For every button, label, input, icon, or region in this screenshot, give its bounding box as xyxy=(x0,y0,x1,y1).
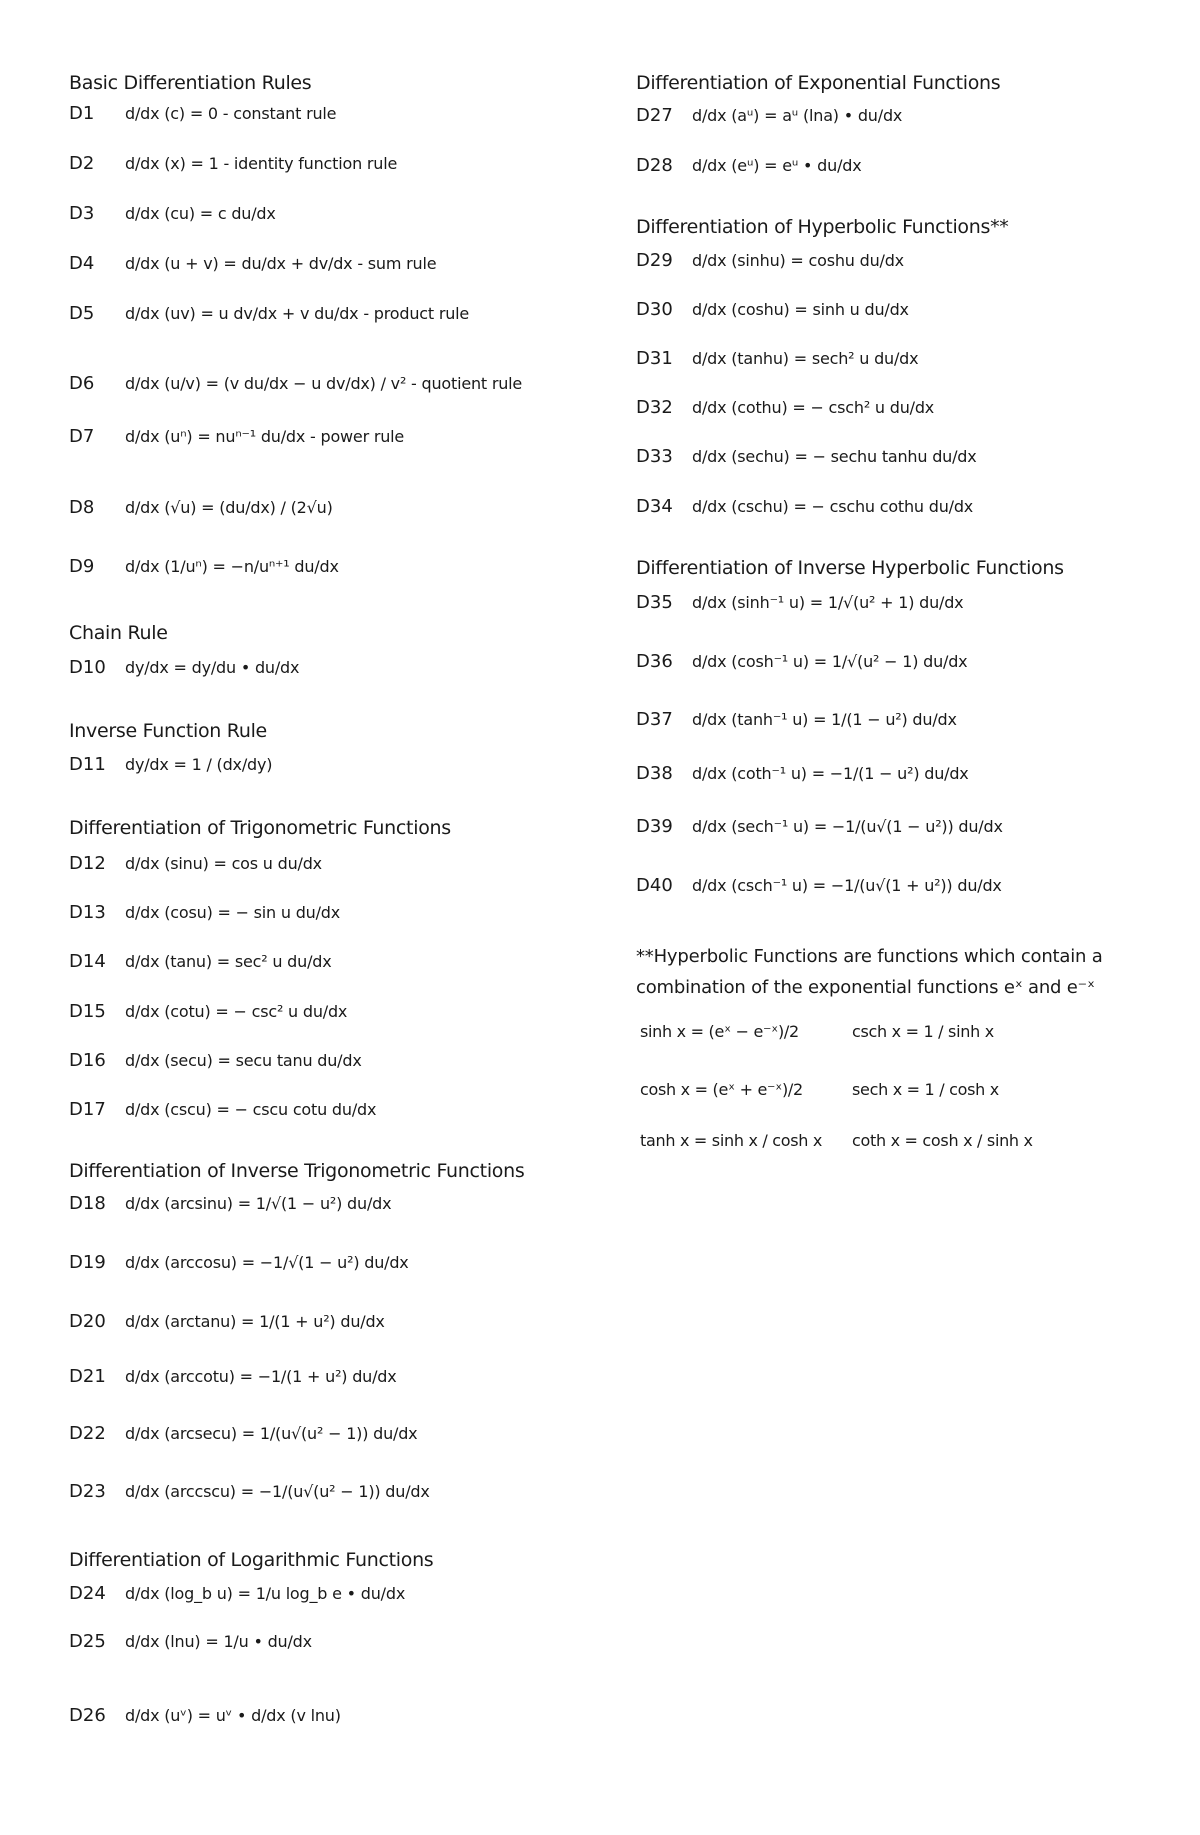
rule-d14 xyxy=(69,951,332,972)
rule-formula: d/dx (cosh⁻¹ u) = 1/√(u² − 1) du/dx xyxy=(692,652,968,671)
rule-formula: d/dx (cosu) = − sin u du/dx xyxy=(125,903,341,922)
rule-d29 xyxy=(636,250,904,271)
section-heading-inverse-trig: Differentiation of Inverse Trigonometric Functions xyxy=(69,1160,525,1182)
rule-id: D28 xyxy=(636,155,673,176)
rule-formula: d/dx (aᵘ) = aᵘ (lna) • du/dx xyxy=(692,106,903,125)
rule-d8 xyxy=(69,497,333,518)
section-heading-inverse-hyp: Differentiation of Inverse Hyperbolic Functions xyxy=(636,557,1064,579)
rule-id: D1 xyxy=(69,103,95,124)
hyperbolic-note-line-2: combination of the exponential functions eˣ and e⁻ˣ xyxy=(636,977,1095,998)
rule-d23 xyxy=(69,1481,430,1502)
rule-id: D34 xyxy=(636,496,673,517)
rule-formula: d/dx (sinhu) = coshu du/dx xyxy=(692,251,904,270)
rule-id: D24 xyxy=(69,1583,106,1604)
rule-d36 xyxy=(636,651,967,672)
rule-d40 xyxy=(636,875,1002,896)
rule-d9 xyxy=(69,556,339,577)
rule-d34 xyxy=(636,496,973,517)
rule-d27 xyxy=(636,105,902,126)
rule-d28 xyxy=(636,155,861,176)
rule-d20 xyxy=(69,1311,385,1332)
rule-id: D19 xyxy=(69,1252,106,1273)
rule-formula: d/dx (sinh⁻¹ u) = 1/√(u² + 1) du/dx xyxy=(692,593,964,612)
rule-id: D25 xyxy=(69,1631,106,1652)
rule-d16 xyxy=(69,1050,362,1071)
rule-formula: d/dx (cotu) = − csc² u du/dx xyxy=(125,1002,348,1021)
rule-formula: d/dx (arccotu) = −1/(1 + u²) du/dx xyxy=(125,1367,397,1386)
rule-d38 xyxy=(636,763,969,784)
section-heading-log: Differentiation of Logarithmic Functions xyxy=(69,1549,434,1571)
rule-d19 xyxy=(69,1252,409,1273)
rule-formula: d/dx (u/v) = (v du/dx − u dv/dx) / v² - quotient rule xyxy=(125,374,523,393)
rule-d22 xyxy=(69,1423,417,1444)
rule-id: D5 xyxy=(69,303,95,324)
rule-id: D17 xyxy=(69,1099,106,1120)
section-heading-hyp: Differentiation of Hyperbolic Functions** xyxy=(636,216,1009,238)
rule-formula: d/dx (arctanu) = 1/(1 + u²) du/dx xyxy=(125,1312,385,1331)
rule-id: D10 xyxy=(69,657,106,678)
rule-id: D39 xyxy=(636,816,673,837)
rule-d30 xyxy=(636,299,909,320)
rule-id: D40 xyxy=(636,875,673,896)
rule-formula: dy/dx = dy/du • du/dx xyxy=(125,658,300,677)
rule-id: D12 xyxy=(69,853,106,874)
rule-d25 xyxy=(69,1631,312,1652)
rule-formula: d/dx (1/uⁿ) = −n/uⁿ⁺¹ du/dx xyxy=(125,557,339,576)
rule-formula: d/dx (sechu) = − sechu tanhu du/dx xyxy=(692,447,977,466)
rule-d18 xyxy=(69,1193,391,1214)
rule-d5 xyxy=(69,303,469,324)
rule-d37 xyxy=(636,709,957,730)
rule-d35 xyxy=(636,592,963,613)
rule-id: D3 xyxy=(69,203,95,224)
rule-formula: d/dx (eᵘ) = eᵘ • du/dx xyxy=(692,156,862,175)
rule-id: D26 xyxy=(69,1705,106,1726)
rule-d12 xyxy=(69,853,322,874)
rule-d24 xyxy=(69,1583,405,1604)
rule-formula: d/dx (√u) = (du/dx) / (2√u) xyxy=(125,498,333,517)
rule-d10 xyxy=(69,657,299,678)
rule-id: D6 xyxy=(69,373,95,394)
rule-id: D30 xyxy=(636,299,673,320)
rule-formula: d/dx (uⁿ) = nuⁿ⁻¹ du/dx - power rule xyxy=(125,427,405,446)
rule-formula: d/dx (secu) = secu tanu du/dx xyxy=(125,1051,362,1070)
rule-formula: d/dx (arcsinu) = 1/√(1 − u²) du/dx xyxy=(125,1194,392,1213)
rule-id: D35 xyxy=(636,592,673,613)
rule-formula: d/dx (log_b u) = 1/u log_b e • du/dx xyxy=(125,1584,406,1603)
rule-id: D32 xyxy=(636,397,673,418)
rule-id: D21 xyxy=(69,1366,106,1387)
rule-formula: d/dx (csch⁻¹ u) = −1/(u√(1 + u²)) du/dx xyxy=(692,876,1002,895)
rule-formula: d/dx (arccosu) = −1/√(1 − u²) du/dx xyxy=(125,1253,409,1272)
rule-formula: d/dx (cscu) = − cscu cotu du/dx xyxy=(125,1100,377,1119)
rule-formula: d/dx (coshu) = sinh u du/dx xyxy=(692,300,909,319)
rule-id: D15 xyxy=(69,1001,106,1022)
rule-formula: d/dx (cschu) = − cschu cothu du/dx xyxy=(692,497,974,516)
rule-d39 xyxy=(636,816,1003,837)
definition-csch: csch x = 1 / sinh x xyxy=(852,1022,994,1041)
rule-d4 xyxy=(69,253,436,274)
section-heading-trig: Differentiation of Trigonometric Functions xyxy=(69,817,451,839)
rule-formula: dy/dx = 1 / (dx/dy) xyxy=(125,755,273,774)
rule-d11 xyxy=(69,754,272,775)
rule-d31 xyxy=(636,348,918,369)
rule-formula: d/dx (arcsecu) = 1/(u√(u² − 1)) du/dx xyxy=(125,1424,418,1443)
rule-id: D20 xyxy=(69,1311,106,1332)
rule-formula: d/dx (lnu) = 1/u • du/dx xyxy=(125,1632,312,1651)
rule-d7 xyxy=(69,426,404,447)
rule-d2 xyxy=(69,153,397,174)
rule-d1 xyxy=(69,103,336,124)
rule-id: D9 xyxy=(69,556,95,577)
definition-tanh: tanh x = sinh x / cosh x xyxy=(640,1131,823,1150)
rule-d26 xyxy=(69,1705,341,1726)
section-heading-chain: Chain Rule xyxy=(69,622,168,644)
rule-formula: d/dx (cu) = c du/dx xyxy=(125,204,276,223)
rule-d13 xyxy=(69,902,340,923)
rule-id: D7 xyxy=(69,426,95,447)
rule-d15 xyxy=(69,1001,347,1022)
rule-formula: d/dx (sech⁻¹ u) = −1/(u√(1 − u²)) du/dx xyxy=(692,817,1003,836)
rule-id: D16 xyxy=(69,1050,106,1071)
rule-formula: d/dx (arccscu) = −1/(u√(u² − 1)) du/dx xyxy=(125,1482,430,1501)
rule-formula: d/dx (sinu) = cos u du/dx xyxy=(125,854,322,873)
rule-id: D14 xyxy=(69,951,106,972)
rule-formula: d/dx (tanhu) = sech² u du/dx xyxy=(692,349,919,368)
rule-id: D4 xyxy=(69,253,95,274)
section-heading-exp: Differentiation of Exponential Functions xyxy=(636,72,1001,94)
rule-formula: d/dx (uᵛ) = uᵛ • d/dx (v lnu) xyxy=(125,1706,341,1725)
section-heading-inverse-function: Inverse Function Rule xyxy=(69,720,267,742)
rule-id: D18 xyxy=(69,1193,106,1214)
rule-d6 xyxy=(69,373,522,394)
rule-id: D29 xyxy=(636,250,673,271)
rule-formula: d/dx (tanh⁻¹ u) = 1/(1 − u²) du/dx xyxy=(692,710,957,729)
rule-formula: d/dx (coth⁻¹ u) = −1/(1 − u²) du/dx xyxy=(692,764,969,783)
rule-d3 xyxy=(69,203,276,224)
definition-cosh: cosh x = (eˣ + e⁻ˣ)/2 xyxy=(640,1080,803,1099)
rule-formula: d/dx (c) = 0 - constant rule xyxy=(125,104,337,123)
rule-id: D36 xyxy=(636,651,673,672)
rule-formula: d/dx (x) = 1 - identity function rule xyxy=(125,154,398,173)
rule-id: D31 xyxy=(636,348,673,369)
rule-id: D37 xyxy=(636,709,673,730)
section-heading-basic: Basic Differentiation Rules xyxy=(69,72,312,94)
rule-id: D11 xyxy=(69,754,106,775)
rule-formula: d/dx (u + v) = du/dx + dv/dx - sum rule xyxy=(125,254,437,273)
rule-id: D13 xyxy=(69,902,106,923)
rule-d21 xyxy=(69,1366,397,1387)
definition-sech: sech x = 1 / cosh x xyxy=(852,1080,999,1099)
rule-d32 xyxy=(636,397,934,418)
rule-d33 xyxy=(636,446,977,467)
definition-coth: coth x = cosh x / sinh x xyxy=(852,1131,1033,1150)
hyperbolic-note-line-1: **Hyperbolic Functions are functions which contain a xyxy=(636,946,1103,967)
rule-id: D33 xyxy=(636,446,673,467)
rule-id: D8 xyxy=(69,497,95,518)
rule-formula: d/dx (cothu) = − csch² u du/dx xyxy=(692,398,935,417)
rule-id: D2 xyxy=(69,153,95,174)
rule-id: D38 xyxy=(636,763,673,784)
definition-sinh: sinh x = (eˣ − e⁻ˣ)/2 xyxy=(640,1022,799,1041)
rule-formula: d/dx (uv) = u dv/dx + v du/dx - product rule xyxy=(125,304,470,323)
rule-id: D27 xyxy=(636,105,673,126)
rule-d17 xyxy=(69,1099,376,1120)
rule-id: D23 xyxy=(69,1481,106,1502)
rule-formula: d/dx (tanu) = sec² u du/dx xyxy=(125,952,332,971)
rule-id: D22 xyxy=(69,1423,106,1444)
